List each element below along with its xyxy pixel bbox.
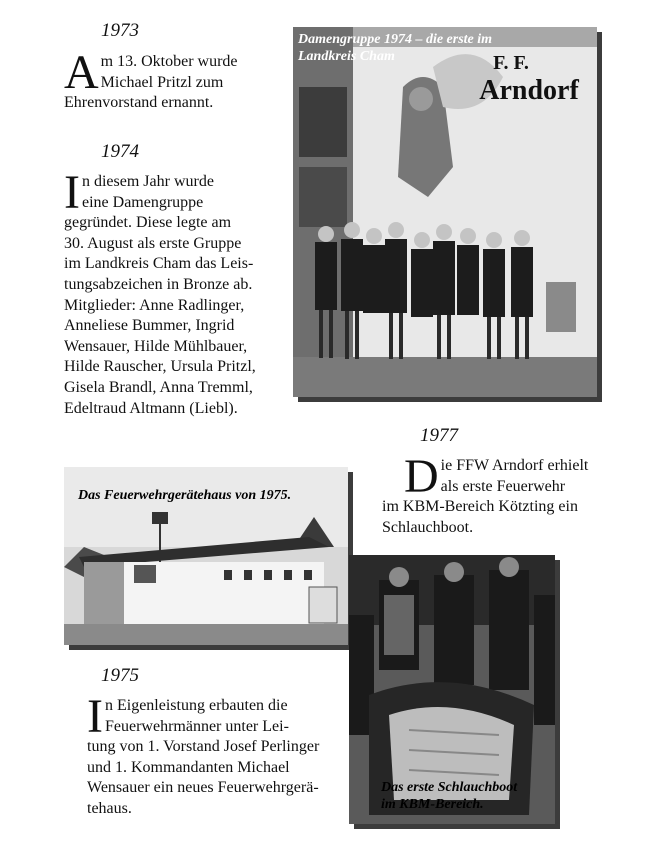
text-line: Ehrenvorstand ernannt.	[64, 94, 214, 112]
photo-caption: Das Feuerwehrgerätehaus von 1975.	[78, 488, 292, 503]
text-line: im KBM-Bereich Kötzting ein	[382, 498, 578, 516]
text-line: Feuerwehrmänner unter Lei-	[104, 717, 289, 735]
year-1973: 1973	[101, 20, 139, 41]
text-line: n Eigenleistung erbauten die	[104, 697, 288, 714]
drop-cap: I	[64, 166, 80, 219]
paragraph-1973	[64, 46, 284, 114]
drop-cap: I	[87, 690, 103, 743]
drop-cap: A	[64, 46, 99, 99]
photo-caption	[381, 779, 517, 813]
text-line: Schlauchboot.	[382, 518, 474, 536]
photo-geraetehaus	[64, 467, 348, 645]
text-line: und 1. Kommandanten Michael	[87, 758, 290, 776]
paragraph-1975	[87, 690, 347, 820]
photo-caption	[298, 31, 492, 65]
caption-line: Landkreis Cham	[298, 49, 395, 64]
text-line: tehaus.	[87, 799, 132, 817]
photo-damengruppe-image	[293, 27, 597, 397]
text-line: Wensauer, Hilde Mühlbauer,	[64, 337, 248, 355]
photo-damengruppe	[293, 27, 597, 397]
caption-line: Damengruppe 1974 – die erste im	[298, 32, 493, 47]
text-line: Wensauer ein neues Feuerwehrgerä-	[87, 779, 319, 797]
paragraph-1974	[64, 166, 289, 419]
year-1975: 1975	[101, 665, 139, 686]
caption-line: im KBM-Bereich.	[381, 797, 484, 812]
paragraph-1977	[382, 450, 622, 538]
text-line: Michael Pritzl zum	[100, 73, 224, 91]
text-line: m 13. Oktober wurde	[100, 53, 238, 70]
text-line: ie FFW Arndorf erhielt	[440, 457, 589, 474]
text-line: Hilde Rauscher, Ursula Pritzl,	[64, 358, 256, 376]
text-line: Gisela Brandl, Anna Tremml,	[64, 378, 253, 396]
photo-schlauchboot	[349, 555, 555, 824]
paragraph-body	[64, 213, 289, 419]
text-line: eine Damengruppe	[81, 193, 204, 211]
text-line: Edeltraud Altmann (Liebl).	[64, 399, 238, 417]
text-line: Mitglieder: Anne Radlinger,	[64, 296, 245, 314]
caption-line: Das erste Schlauchboot	[381, 780, 518, 795]
drop-cap: D	[404, 450, 439, 503]
year-1974: 1974	[101, 141, 139, 162]
text-line: Anneliese Bummer, Ingrid	[64, 317, 235, 335]
text-line: tungsabzeichen in Bronze ab.	[64, 275, 253, 293]
text-line: gegründet. Diese legte am	[64, 214, 232, 232]
text-line: 30. August als erste Gruppe	[64, 234, 242, 252]
text-line: tung von 1. Vorstand Josef Perlinger	[87, 738, 320, 756]
sign-text: F. F.	[493, 52, 529, 74]
year-1977: 1977	[420, 425, 458, 446]
text-line: im Landkreis Cham das Leis-	[64, 255, 254, 273]
sign-text: Arndorf	[479, 75, 579, 106]
text-line: als erste Feuerwehr	[440, 477, 566, 495]
paragraph-body	[87, 737, 347, 819]
text-line: n diesem Jahr wurde	[81, 173, 214, 190]
